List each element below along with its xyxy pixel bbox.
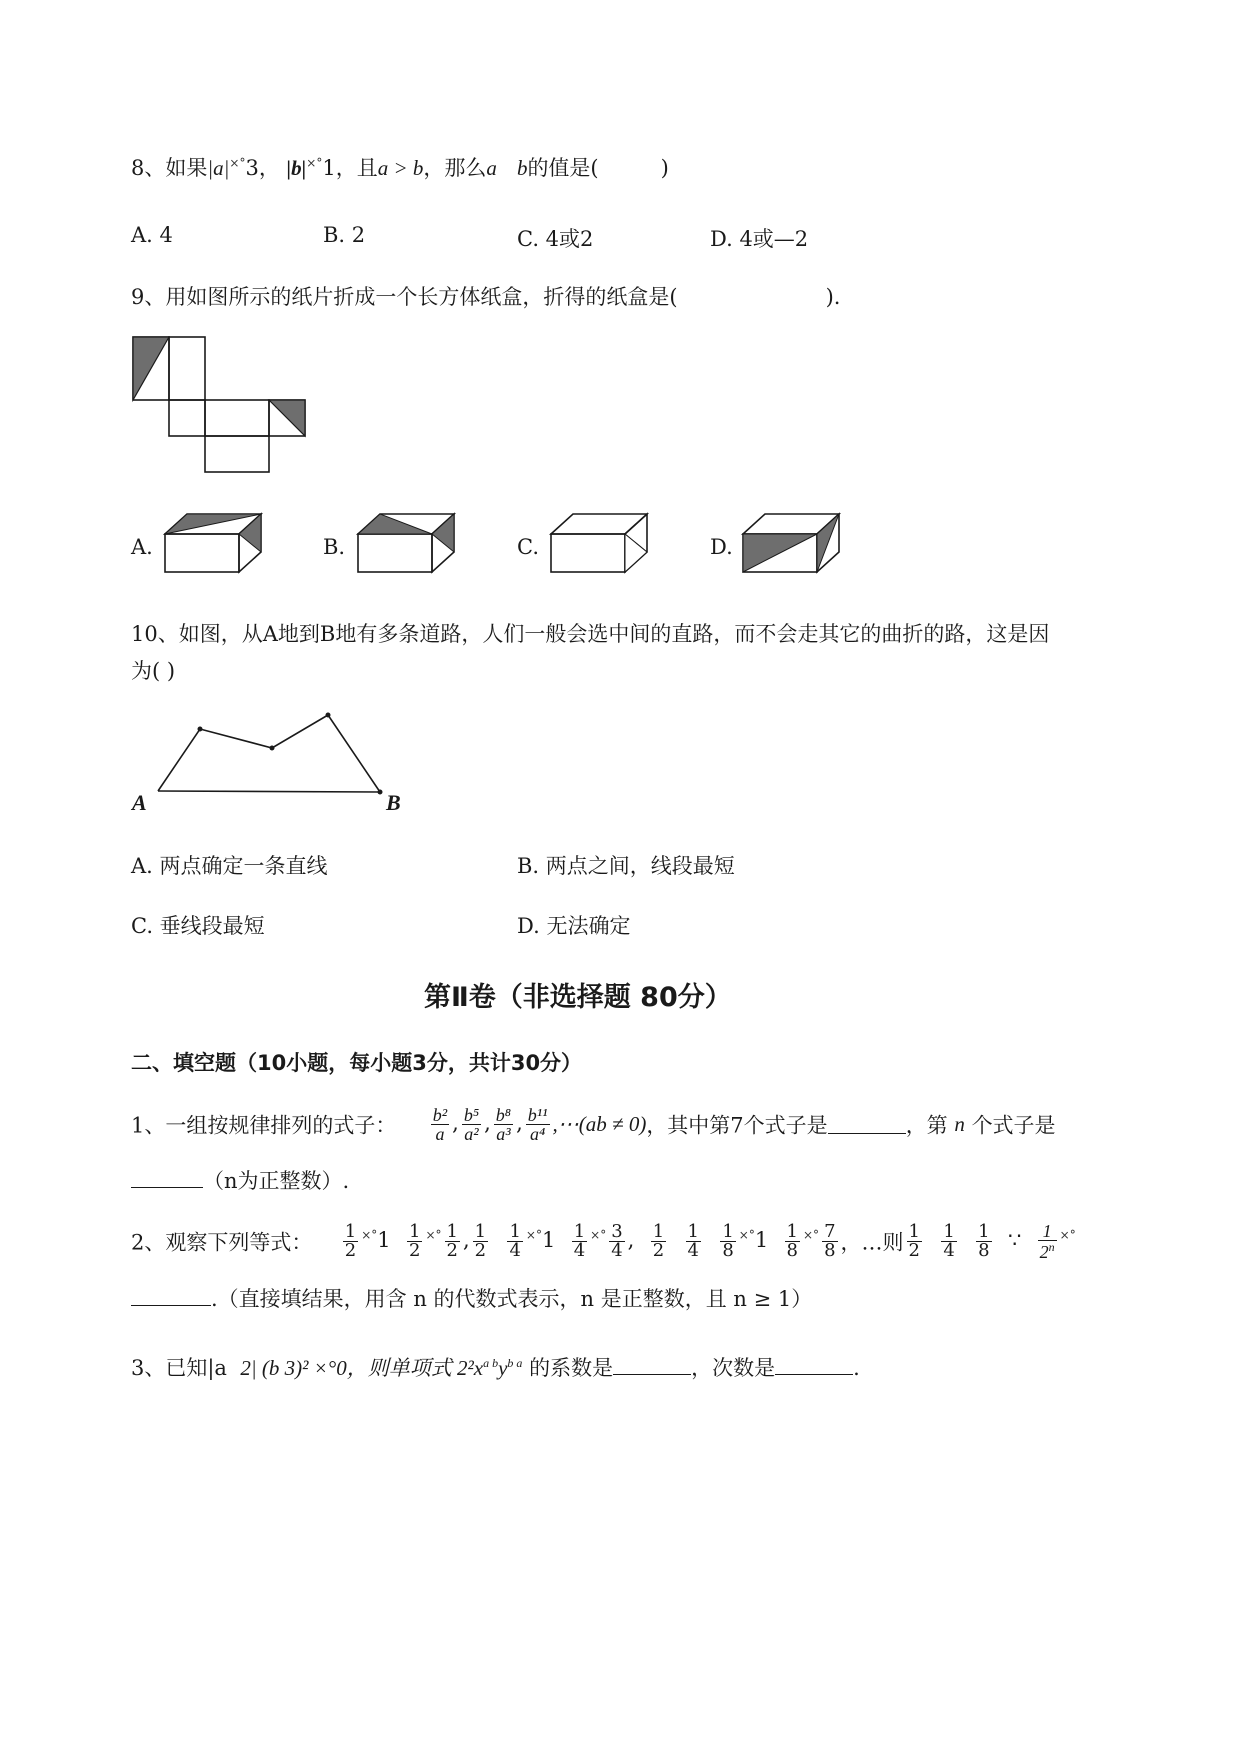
q9-stem: 9、用如图所示的纸片折成一个长方体纸盒，折得的纸盒是( ). (131, 285, 841, 309)
point-a-label: A (132, 790, 147, 815)
fill3-blank-1[interactable] (613, 1356, 691, 1375)
q8-stem: 8、如果|a|×°3， |b|×°1，且a > b，那么a b的值是( ) (131, 156, 669, 180)
fill1-blank-2[interactable] (131, 1169, 203, 1188)
abs-b: |b| (286, 156, 307, 180)
fill1-line2: （n为正整数）. (131, 1165, 349, 1195)
q10-option-d[interactable]: D. 无法确定 (517, 914, 631, 938)
section-header: 二、填空题（10小题，每小题3分，共计30分） (131, 1051, 583, 1075)
fill3-blank-2[interactable] (775, 1356, 853, 1375)
q10-option-a[interactable]: A. 两点确定一条直线 (131, 854, 328, 878)
fill2-line1: 2、观察下列等式： $\frac{1}{2}$ ×°1 $\frac{1}{2}$ ×° $\frac{1}{2}$ , $\frac{1}{2}$ $\frac{1}{4}$ ×°1 $\frac{1}{4}$ ×° $\frac{3}{4}$ , $\frac{1}{2}$ $\frac{1}{4}$ $\frac{1}{8}$ ×°1 $\frac{1}{8}$ ×° $\frac{7}{8}$ ，…则 $\frac{1}{2}$ $\frac{1}{4}$ $\frac{1}{8}$ ∵ $\frac{1}{2^n}$ ×° (131, 1221, 1076, 1262)
q9-option-b[interactable]: B. (323, 535, 346, 559)
q10-option-c[interactable]: C. 垂线段最短 (131, 914, 265, 938)
q9-option-a[interactable]: A. (131, 535, 153, 559)
abs-a: |a| (207, 156, 230, 180)
frac-1: $\frac{\text{b²}}{a}$ (432, 1105, 448, 1144)
fill3-line: 3、已知|a 2| (b 3)² ×°0，则单项式 $2^2x^{a b}y^{b a}$ 的系数是 ，次数是 . (131, 1356, 860, 1380)
fill1-line1: 1、一组按规律排列的式子： $\frac{\text{b²}}{a}$ , $\frac{\text{b⁵}}{\text{a²}}$ , $\frac{\text{b⁸}}{\text{a³}}$ , $\frac{\text{b¹¹}}{\text{a⁴}}$ ,⋯(ab ≠ 0)，其中第7个式子是 ，第 n 个式子是 (131, 1105, 1056, 1144)
frac-4: $\frac{\text{b¹¹}}{\text{a⁴}}$ (527, 1105, 548, 1144)
fill2-blank[interactable] (131, 1287, 211, 1306)
condition: a > b (377, 156, 424, 180)
frac-3: $\frac{\text{b⁸}}{\text{a³}}$ (495, 1105, 512, 1144)
q8-option-c[interactable]: C. 4或2 (517, 227, 594, 251)
q10-option-b[interactable]: B. 两点之间，线段最短 (517, 854, 735, 878)
q10-stem-line2: 为( ) (131, 659, 176, 683)
point-b-label: B (386, 790, 401, 815)
section-title: 第Ⅱ卷（非选择题 80分） (424, 982, 732, 1013)
q9-option-c[interactable]: C. (517, 535, 539, 559)
q10-stem-line1: 10、如图，从A地到B地有多条道路，人们一般会选中间的直路，而不会走其它的曲折的路，这是因 (131, 622, 1050, 646)
fill1-blank-1[interactable] (828, 1115, 906, 1134)
q8-option-b[interactable]: B. 2 (323, 223, 366, 247)
frac-2: $\frac{\text{b⁵}}{\text{a²}}$ (463, 1105, 480, 1144)
fill2-line2: .（直接填结果，用含 n 的代数式表示，n 是正整数，且 n ≥ 1） (131, 1283, 812, 1313)
q9-option-d[interactable]: D. (710, 535, 733, 559)
q8-option-d[interactable]: D. 4或—2 (710, 227, 809, 251)
q8-option-a[interactable]: A. 4 (131, 223, 173, 247)
